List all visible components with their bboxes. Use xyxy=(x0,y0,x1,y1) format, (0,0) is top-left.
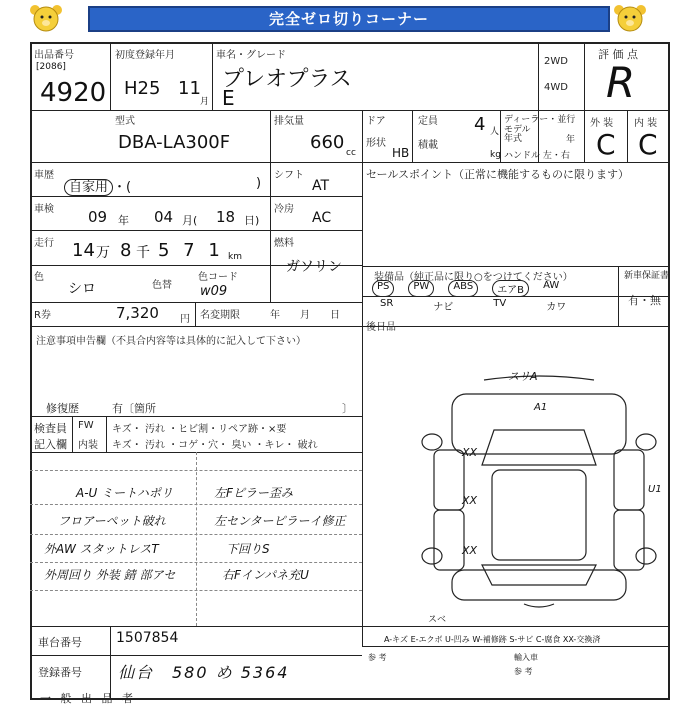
divider xyxy=(30,162,670,163)
4wd-label: 4WD xyxy=(544,82,568,93)
color-change-label: 色替 xyxy=(152,280,172,291)
damage-legend: A-キズ E-エクボ U-凹み W-補修跡 S-サビ C-腐食 XX-交換済 xyxy=(384,635,601,644)
capacity-unit: 人 xyxy=(490,127,500,137)
divider xyxy=(30,655,362,656)
divider xyxy=(30,302,362,303)
rating-label: 評 価 点 xyxy=(598,48,638,61)
mark-left-center: XX xyxy=(462,494,478,507)
divider xyxy=(30,196,362,197)
year-unit: 年 xyxy=(118,214,129,227)
mark-right: U1 xyxy=(648,484,662,495)
color-value: シロ xyxy=(68,281,96,297)
divider xyxy=(584,44,585,162)
history-label: 車歴 xyxy=(34,170,54,181)
day-unit: 日) xyxy=(244,214,260,227)
repair-close: 〕 xyxy=(342,402,353,415)
first-registration-label: 初度登録年月 xyxy=(115,50,175,61)
divider xyxy=(362,110,363,646)
inspection-year: 09 xyxy=(88,208,108,226)
shift-value: AT xyxy=(312,178,330,194)
ruled-line xyxy=(196,452,198,626)
warranty-label: 新車保証書 xyxy=(624,271,670,281)
seller-type: 一 般 出 品 者 xyxy=(40,692,136,705)
ac-value: AC xyxy=(312,210,332,226)
inspection-day: 18 xyxy=(216,208,236,226)
fw-label: FW xyxy=(78,420,94,431)
cc-unit: cc xyxy=(346,148,356,158)
mascot-bear-icon xyxy=(28,3,64,33)
repair-history-label: 修復歴 xyxy=(46,402,79,415)
displacement: 660 xyxy=(310,132,345,153)
shift-label: シフト xyxy=(274,170,304,181)
note-right-2: 左センターピラーイ修正 xyxy=(214,514,346,528)
mascot-bear-icon xyxy=(612,3,648,33)
notes-label: 注意事項申告欄（不具合内容等は具体的に記入して下さい） xyxy=(36,336,306,347)
divider xyxy=(106,416,107,452)
mark-front: スリA xyxy=(508,370,538,383)
plate-number: 仙台 580 め 5364 xyxy=(118,663,290,682)
divider xyxy=(212,44,213,110)
banner-title: 完全ゼロ切りコーナー xyxy=(268,10,429,28)
divider xyxy=(30,626,670,627)
month-unit: 月( xyxy=(182,214,198,227)
note-right-3: 下回りS xyxy=(226,542,270,556)
registration-era: H25 xyxy=(124,78,161,99)
import-label: 輸入車 xyxy=(514,653,538,662)
color-code-label: 色コード xyxy=(198,272,238,283)
wheel-outline xyxy=(636,548,656,564)
equipment-leather: カワ xyxy=(546,302,567,313)
interior-grade: C xyxy=(638,128,658,161)
load-label: 積載 xyxy=(418,140,438,151)
divider xyxy=(30,326,670,327)
reference-label-2: 参 考 xyxy=(514,667,533,676)
divider xyxy=(110,44,111,110)
chassis-label: 車台番号 xyxy=(38,636,82,649)
mileage-rest: 5 7 1 xyxy=(158,240,224,261)
repair-history-value: 有〔箇所 xyxy=(112,402,156,415)
sen-unit: 千 xyxy=(136,245,150,261)
lot-number: 4920 xyxy=(40,78,107,108)
model-label: 型式 xyxy=(115,116,135,127)
km-unit: km xyxy=(228,252,242,262)
ac-label: 冷房 xyxy=(274,204,294,215)
name-change-label: 名変期限 xyxy=(200,310,240,321)
lot-sub-number: [2086] xyxy=(36,62,66,72)
kg-unit: kg xyxy=(490,150,501,160)
equipment-sr: SR xyxy=(380,298,394,309)
dealer-label: ディーラー・並行 xyxy=(504,115,576,125)
paren-close: ) xyxy=(256,176,262,191)
right-front-door-outline xyxy=(614,450,644,510)
rear-window-outline xyxy=(482,565,596,585)
recycle-fee: 7,320 xyxy=(116,304,159,322)
divider xyxy=(538,44,539,162)
body-shape: HB xyxy=(392,146,410,160)
equipment-abs: ABS xyxy=(448,280,478,297)
mileage-label: 走行 xyxy=(34,238,54,249)
car-name-label: 車名・グレード xyxy=(216,50,286,61)
left-rear-door-outline xyxy=(434,510,464,570)
shape-label: 形状 xyxy=(366,138,386,149)
note-right-4: 右Fインパネ充U xyxy=(222,568,309,582)
capacity-label: 定員 xyxy=(418,116,438,127)
divider xyxy=(72,416,73,452)
wheel-outline xyxy=(636,434,656,450)
divider xyxy=(270,110,271,162)
divider xyxy=(362,266,670,267)
door-label: ドア xyxy=(366,116,386,127)
inspection-label: 車検 xyxy=(34,204,54,215)
recycle-label: R券 xyxy=(34,310,51,321)
equipment-label: 装備品（純正品に限り○をつけてください） xyxy=(374,272,573,283)
divider xyxy=(30,416,362,417)
handle-label: ハンドル 左・右 xyxy=(504,151,570,161)
diagram-note: スベ xyxy=(428,615,447,625)
fuel-value: ガソリン xyxy=(286,259,342,275)
divider xyxy=(30,110,670,111)
equipment-aw: AW xyxy=(543,280,560,291)
divider xyxy=(362,646,670,647)
inspection-month: 04 xyxy=(154,208,174,226)
sales-point-label: セールスポイント（正常に機能するものに限ります） xyxy=(366,168,630,181)
divider xyxy=(412,110,413,162)
divider xyxy=(195,302,196,326)
mileage-thousands: 8 xyxy=(120,240,132,261)
divider xyxy=(618,266,619,326)
lot-number-label: 出品番号 xyxy=(34,50,74,61)
divider xyxy=(110,626,111,700)
warranty-value: 有・無 xyxy=(628,294,661,307)
inspector-label: 検査員 xyxy=(34,422,67,435)
divider xyxy=(270,162,271,302)
plate-label: 登録番号 xyxy=(38,666,82,679)
color-label: 色 xyxy=(34,272,44,283)
wheel-outline xyxy=(422,548,442,564)
divider xyxy=(627,110,628,162)
model-code: DBA-LA300F xyxy=(118,132,231,153)
year-unit: 年 xyxy=(566,135,576,145)
interior-label: 内装 xyxy=(78,440,98,451)
month-unit: 月 xyxy=(200,97,210,107)
model-year-label: モデル 年式 xyxy=(504,125,531,144)
mark-left-rear: XX xyxy=(462,544,478,557)
divider xyxy=(30,230,362,231)
windshield-outline xyxy=(482,430,596,465)
note-left-1: A-U ミートハポリ xyxy=(76,486,173,500)
equipment-pw: PW xyxy=(408,280,434,297)
yen-unit: 円 xyxy=(180,314,190,325)
fuel-label: 燃料 xyxy=(274,238,294,249)
equipment-airbag: エアB xyxy=(492,280,529,297)
car-grade: E xyxy=(222,86,235,110)
equipment-tv: TV xyxy=(493,298,507,309)
front-bumper-outline xyxy=(484,376,594,380)
rear-bumper-outline xyxy=(524,604,554,607)
capacity: 4 xyxy=(474,114,486,135)
right-rear-door-outline xyxy=(614,510,644,570)
left-front-door-outline xyxy=(434,450,464,510)
mark-hood: A1 xyxy=(534,402,548,413)
reference-label: 参 考 xyxy=(368,653,387,662)
mileage-ten-thousands: 14 xyxy=(72,240,95,261)
man-unit: 万 xyxy=(96,245,110,261)
name-change-date: 年 月 日 xyxy=(270,310,340,321)
note-left-3: 外AW スタットレスT xyxy=(44,542,159,556)
note-left-4: 外周回り 外装 錆 部アセ xyxy=(44,568,176,582)
chassis-number: 1507854 xyxy=(116,630,179,646)
equipment-ps: PS xyxy=(372,280,394,297)
after-items-label: 後日品 xyxy=(366,322,396,333)
interior-label: 内 装 xyxy=(634,118,658,129)
inspector-fill-label: 記入欄 xyxy=(34,438,67,451)
registration-month: 11 xyxy=(178,78,201,99)
overall-rating: R xyxy=(606,58,636,107)
mark-left-front: XX xyxy=(462,446,478,459)
car-name: プレオプラス xyxy=(222,67,352,92)
exterior-label: 外 装 xyxy=(590,118,614,129)
interior-options: キズ・ 汚れ ・コゲ・穴・ 臭い ・キレ・ 破れ xyxy=(112,440,318,451)
note-right-1: 左Fピラー歪み xyxy=(214,486,293,500)
fw-options: キズ・ 汚れ ・ヒビ割・リペア跡・×要 xyxy=(112,424,287,435)
exterior-grade: C xyxy=(596,128,616,161)
equipment-row-1 xyxy=(372,280,559,297)
usage-type: 自家用 ・( xyxy=(64,176,131,195)
color-code: w09 xyxy=(200,284,228,299)
note-left-2: フロアーペット破れ xyxy=(58,514,166,528)
wheel-outline xyxy=(422,434,442,450)
displacement-label: 排気量 xyxy=(274,116,304,127)
equipment-navi: ナビ xyxy=(433,302,454,313)
equipment-row-2 xyxy=(380,298,566,313)
roof-outline xyxy=(492,470,586,560)
2wd-label: 2WD xyxy=(544,56,568,67)
